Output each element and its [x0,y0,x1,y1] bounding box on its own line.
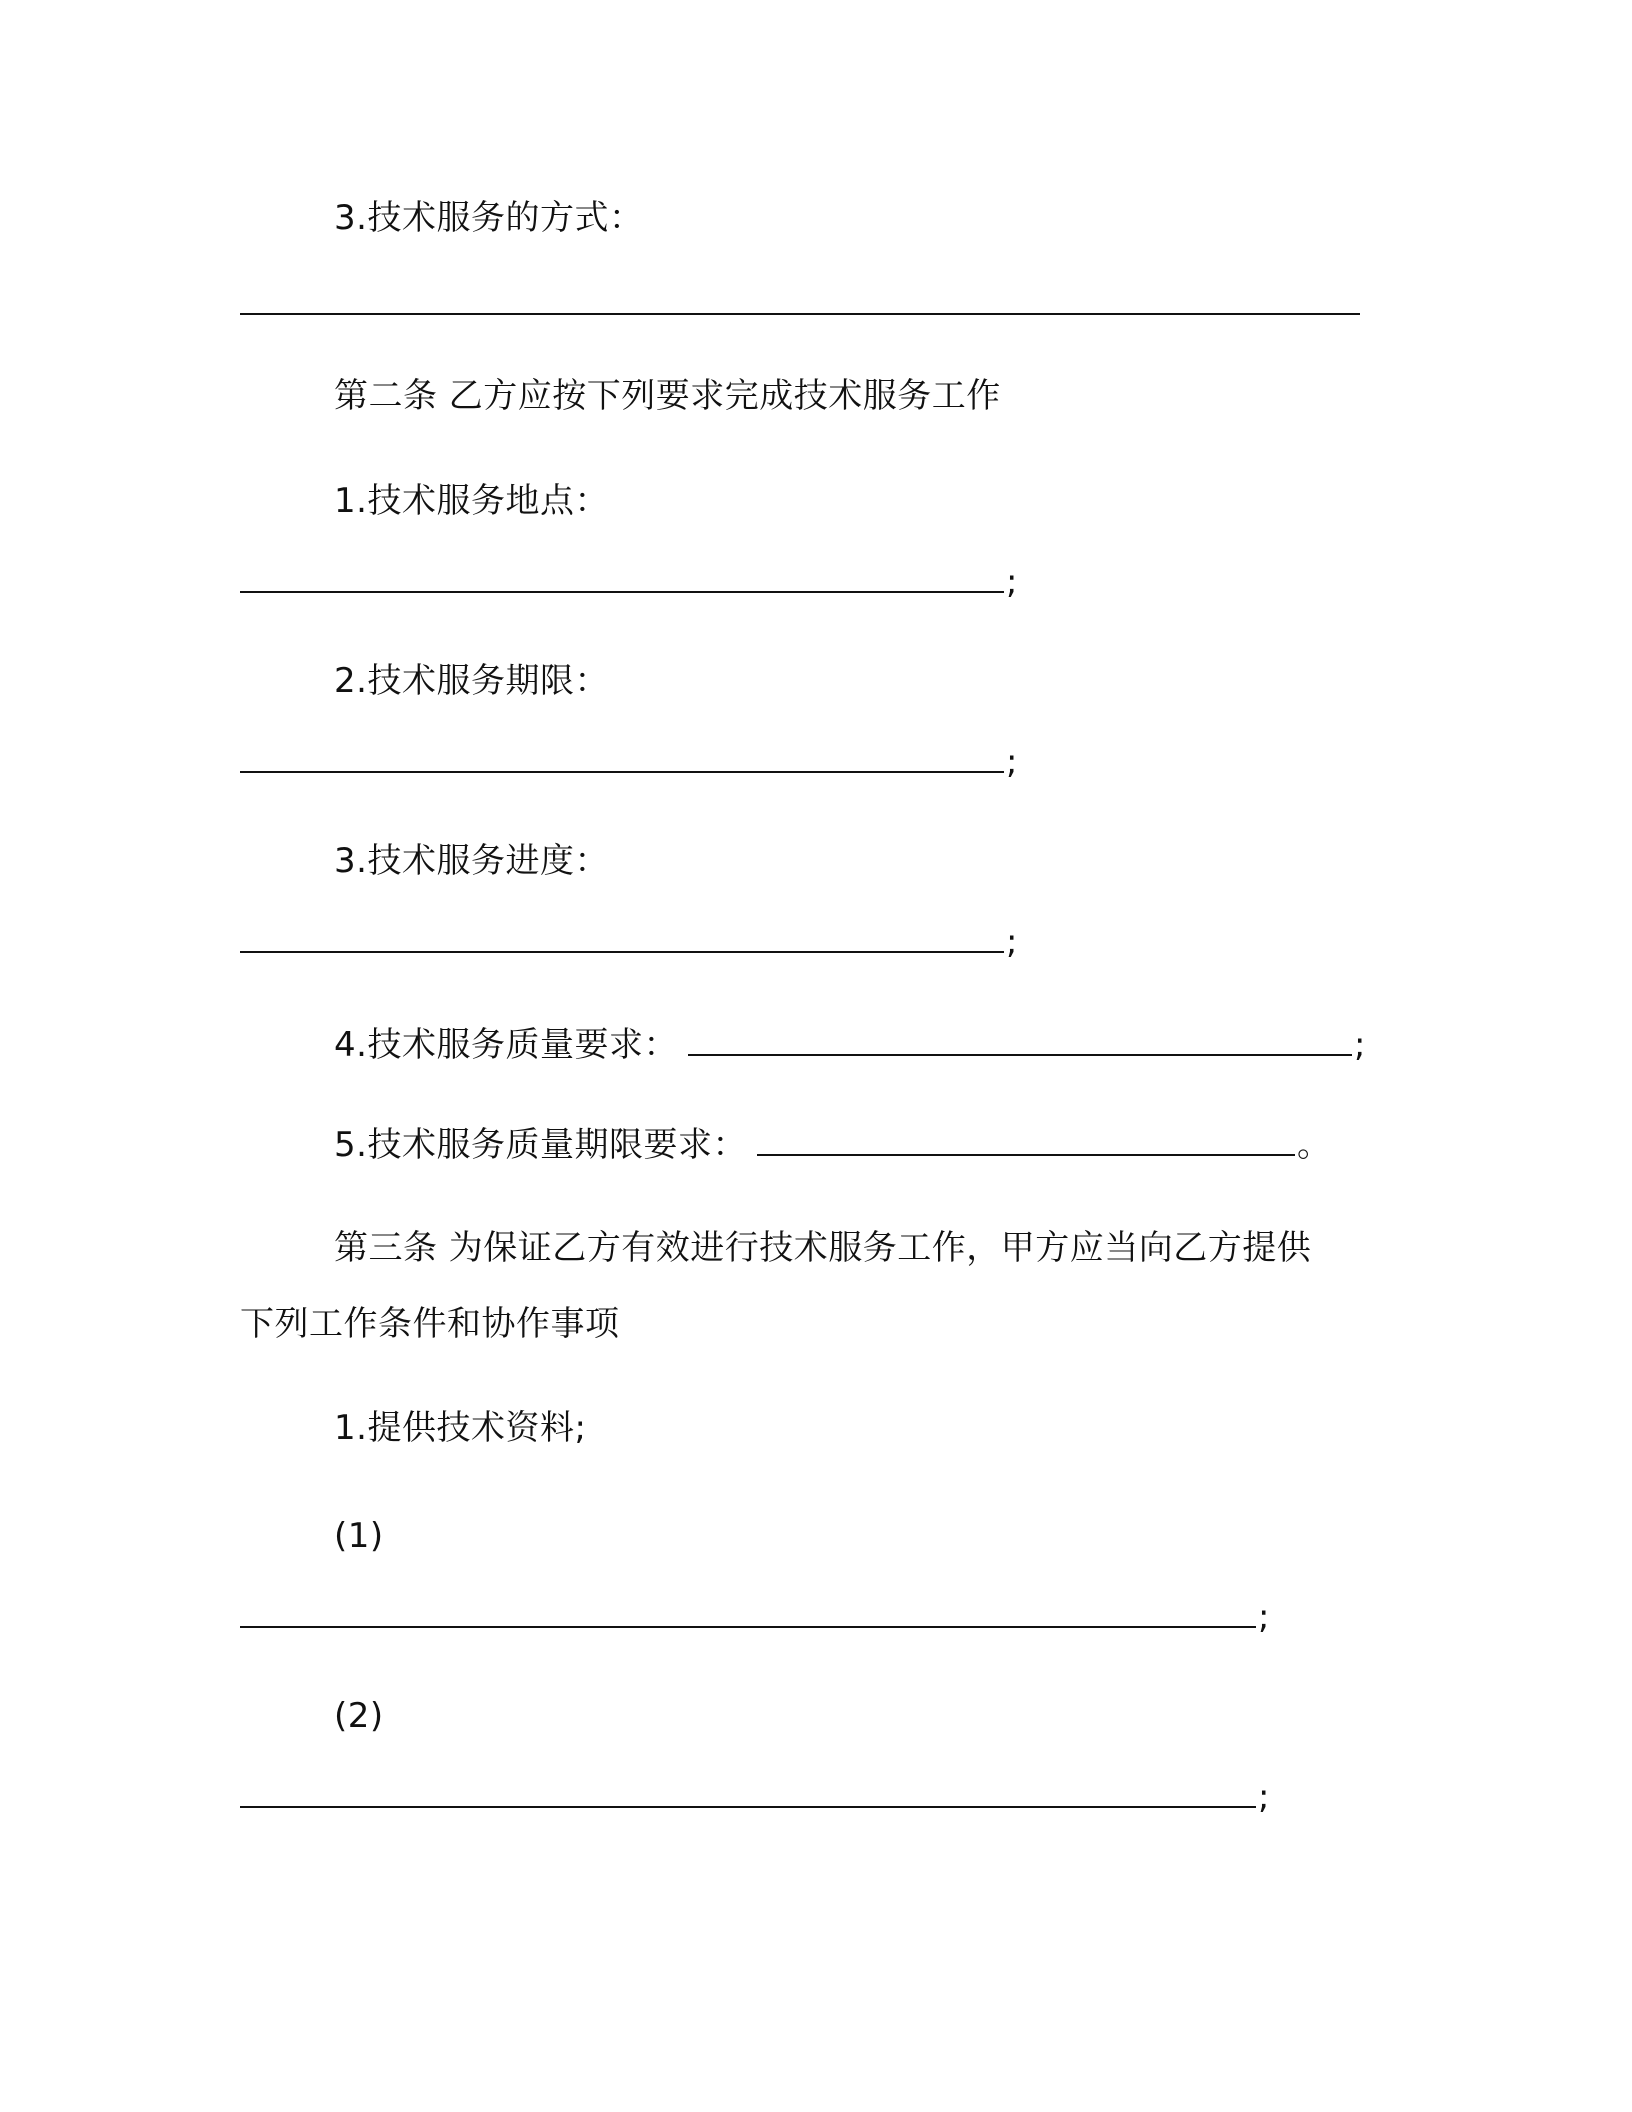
item-1-blank-line [240,1595,1270,1639]
item-2-blank-line [240,1775,1270,1819]
quality-requirement-label: 4.技术服务质量要求： [334,1025,678,1065]
service-progress-blank-line [240,920,1018,964]
service-term-label: 2.技术服务期限： [334,661,609,701]
semicolon: ; [1006,562,1018,602]
fill-in-blank[interactable] [240,561,1004,593]
semicolon: ; [1006,922,1018,962]
semicolon: ; [1006,742,1018,782]
semicolon: ; [1353,1025,1366,1065]
fill-in-blank[interactable] [688,1024,1352,1056]
item-1-label: (1) [334,1516,384,1556]
article-3-line-2: 下列工作条件和协作事项 [240,1304,620,1344]
fill-in-blank[interactable] [240,283,1360,315]
service-location-blank-line [240,560,1018,604]
quality-term-requirement-line [334,1123,1331,1167]
fill-in-blank[interactable] [757,1124,1295,1156]
semicolon: ; [1258,1777,1270,1817]
quality-term-requirement-label: 5.技术服务质量期限要求： [334,1125,747,1165]
quality-requirement-line [334,1023,1366,1067]
semicolon: ; [1258,1597,1270,1637]
article-3-line-1: 第三条 为保证乙方有效进行技术服务工作，甲方应当向乙方提供 [334,1228,1312,1268]
service-method-blank [240,282,1360,326]
service-location-label: 1.技术服务地点： [334,481,609,521]
article-2-heading: 第二条 乙方应按下列要求完成技术服务工作 [334,376,1001,416]
service-progress-label: 3.技术服务进度： [334,841,609,881]
fill-in-blank[interactable] [240,1776,1256,1808]
item-2-label: (2) [334,1696,384,1736]
fill-in-blank[interactable] [240,741,1004,773]
service-term-blank-line [240,740,1018,784]
provide-technical-data: 1.提供技术资料; [334,1408,587,1448]
fill-in-blank[interactable] [240,1596,1256,1628]
service-method-label: 3.技术服务的方式： [334,198,644,238]
fill-in-blank[interactable] [240,921,1004,953]
period: 。 [1296,1125,1332,1165]
